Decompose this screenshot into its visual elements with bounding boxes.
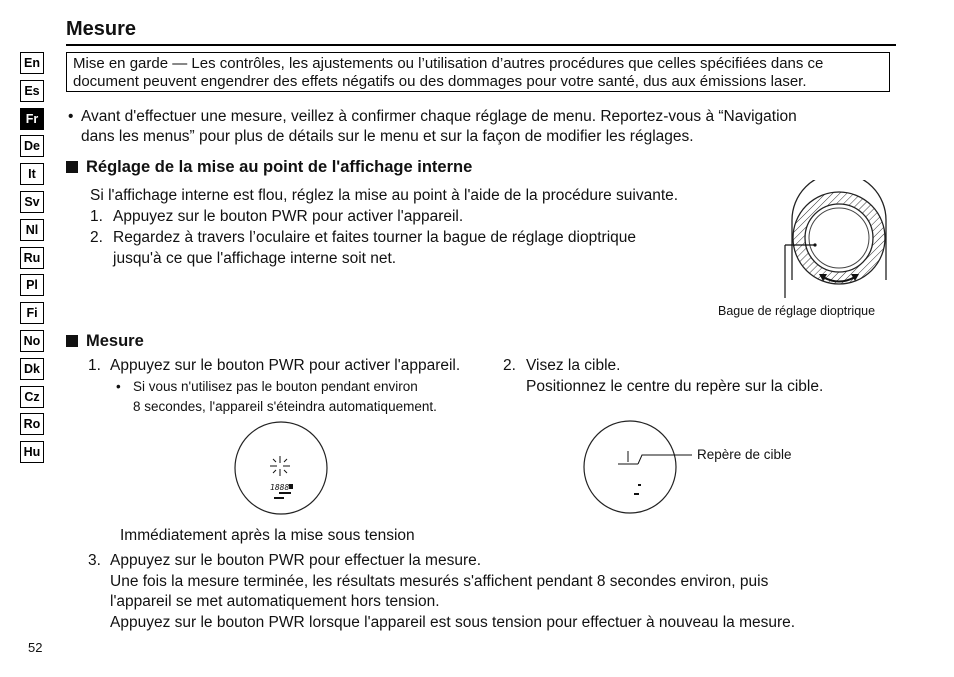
section-heading-focus	[66, 158, 472, 177]
diopter-ring-figure	[775, 180, 895, 310]
measure-step-3-line-2: Une fois la mesure terminée, les résultats mesurés s'affichent pendant 8 secondes environ, puis	[110, 573, 769, 590]
focus-step-1-num: 1.	[90, 208, 103, 225]
measure-step-2-line-1: Visez la cible.	[526, 357, 621, 374]
language-tab-it[interactable]: It	[20, 163, 44, 185]
measure-step-1-note-line-2: 8 secondes, l'appareil s'éteindra automatiquement.	[133, 399, 437, 414]
focus-step-2-num: 2.	[90, 229, 103, 246]
viewfinder-power-on-figure	[232, 420, 330, 518]
caution-line-1: Mise en garde — Les contrôles, les ajustements ou l’utilisation d’autres procédures que celles spécifiées dans ce	[73, 55, 824, 72]
language-tab-sv[interactable]: Sv	[20, 191, 44, 213]
language-tab-cz[interactable]: Cz	[20, 386, 44, 408]
measure-step-3-line-4: Appuyez sur le bouton PWR lorsque l'appareil est sous tension pour effectuer à nouveau la mesure.	[110, 614, 796, 631]
language-tab-hu[interactable]: Hu	[20, 441, 44, 463]
measure-step-3-line-1: Appuyez sur le bouton PWR pour effectuer la mesure.	[110, 552, 482, 569]
focus-step-2-line-2: jusqu'à ce que l'affichage interne soit net.	[113, 250, 397, 267]
intro-bullet-mark: •	[68, 108, 74, 125]
measure-step-1-note-mark: •	[116, 379, 121, 394]
title-rule	[66, 44, 896, 46]
intro-bullet-line-2: dans les menus” pour plus de détails sur le menu et sur la façon de modifier les réglages.	[81, 128, 694, 145]
caution-line-2: document peuvent engendrer des effets négatifs ou des dommages pour votre santé, dus aux émissions laser.	[73, 73, 807, 90]
language-tab-ru[interactable]: Ru	[20, 247, 44, 269]
measure-step-2-num: 2.	[503, 357, 516, 374]
focus-step-2-line-1: Regardez à travers l’oculaire et faites tourner la bague de réglage dioptrique	[113, 229, 637, 246]
focus-intro: Si l'affichage interne est flou, réglez la mise au point à l'aide de la procédure suivante.	[90, 187, 679, 204]
square-bullet-icon	[66, 161, 78, 173]
language-tab-nl[interactable]: Nl	[20, 219, 44, 241]
target-mark-label: Repère de cible	[697, 447, 792, 462]
page-title: Mesure	[66, 18, 137, 40]
diopter-figure-caption: Bague de réglage dioptrique	[718, 304, 876, 318]
section-heading-focus-text: Réglage de la mise au point de l'affichage interne	[86, 158, 473, 176]
language-tab-es[interactable]: Es	[20, 80, 44, 102]
measure-step-2-line-2: Positionnez le centre du repère sur la cible.	[526, 378, 824, 395]
viewfinder-readout: 1888	[270, 483, 290, 492]
measure-step-3-num: 3.	[88, 552, 101, 569]
intro-bullet-line-1: Avant d'effectuer une mesure, veillez à confirmer chaque réglage de menu. Reportez-vous à “Navigation	[81, 108, 797, 125]
focus-step-1: Appuyez sur le bouton PWR pour activer l'appareil.	[113, 208, 464, 225]
viewfinder-1-caption: Immédiatement après la mise sous tension	[120, 527, 415, 544]
measure-step-1: Appuyez sur le bouton PWR pour activer l'appareil.	[110, 357, 461, 374]
language-tab-de[interactable]: De	[20, 135, 44, 157]
language-tab-pl[interactable]: Pl	[20, 274, 44, 296]
language-tab-en[interactable]: En	[20, 52, 44, 74]
viewfinder-target-figure	[580, 418, 820, 518]
language-tab-dk[interactable]: Dk	[20, 358, 44, 380]
square-bullet-icon	[66, 335, 78, 347]
language-tab-ro[interactable]: Ro	[20, 413, 44, 435]
measure-step-1-num: 1.	[88, 357, 101, 374]
measure-step-1-note-line-1: Si vous n'utilisez pas le bouton pendant environ	[133, 379, 418, 394]
measure-step-3-line-3: l'appareil se met automatiquement hors tension.	[110, 593, 440, 610]
section-heading-measure-text: Mesure	[86, 332, 144, 350]
section-heading-measure	[66, 332, 144, 351]
language-tab-no[interactable]: No	[20, 330, 44, 352]
language-tab-fr[interactable]: Fr	[20, 108, 44, 130]
page-number: 52	[28, 640, 43, 655]
language-tab-fi[interactable]: Fi	[20, 302, 44, 324]
caution-box	[66, 52, 890, 92]
